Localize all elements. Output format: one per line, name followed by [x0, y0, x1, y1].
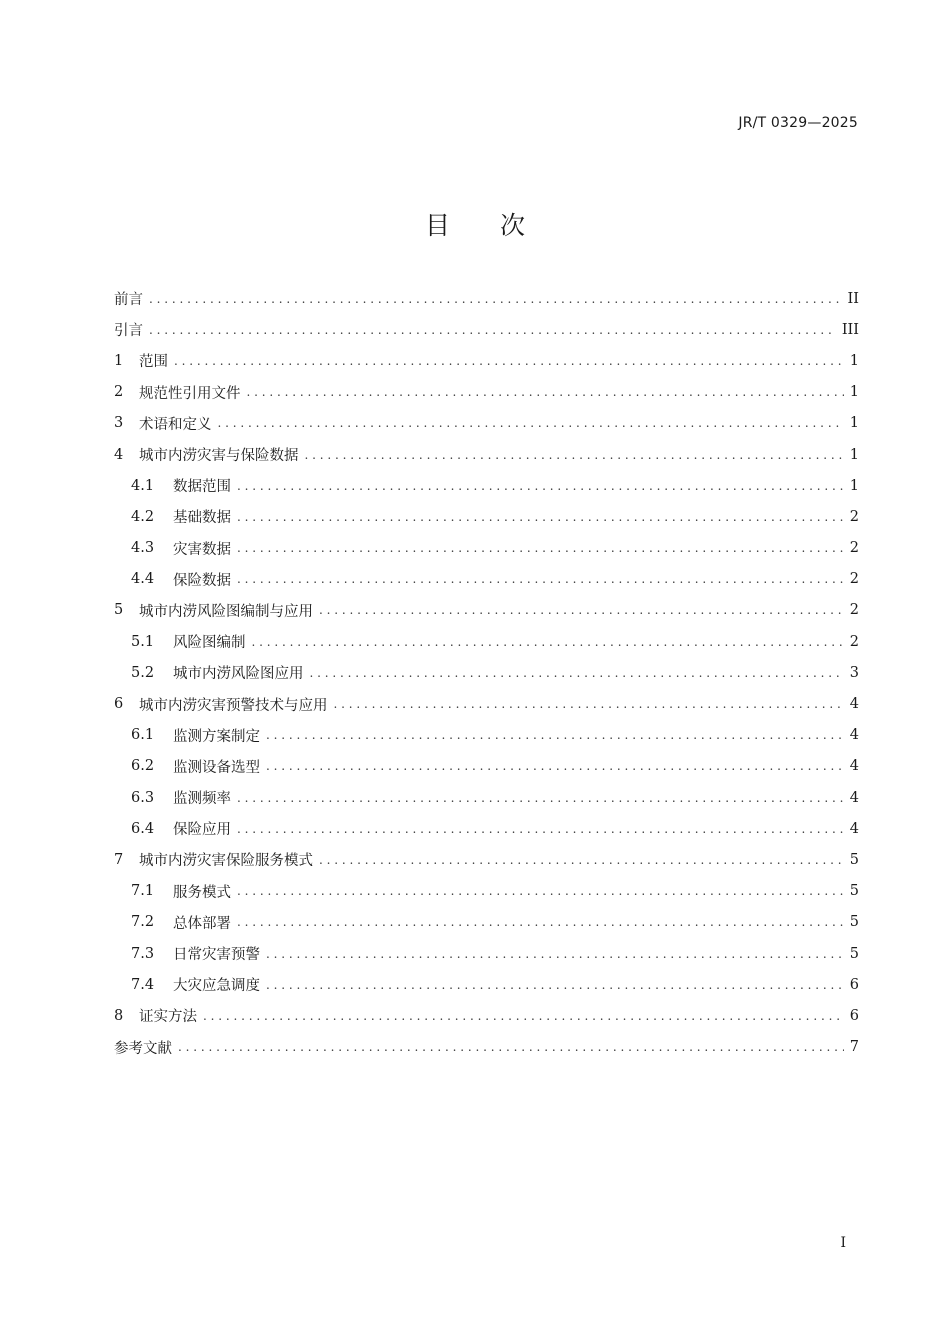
toc-leader-dots: [319, 853, 844, 867]
toc-entry[interactable]: [114, 626, 859, 657]
toc-leader-dots: [266, 728, 844, 742]
toc-leader-dots: [237, 541, 844, 555]
toc-entry-page: 6: [849, 1007, 859, 1024]
toc-leader-dots: [218, 416, 844, 430]
toc-entry-label: 日常灾害预警: [173, 947, 260, 964]
toc-entry[interactable]: [114, 595, 859, 626]
toc-entry-page: 6: [849, 976, 859, 993]
toc-leader-dots: [149, 292, 842, 306]
toc-entry[interactable]: [114, 501, 859, 532]
toc-entry-label: 前言: [114, 292, 143, 309]
toc-leader-dots: [237, 791, 844, 805]
toc-leader-dots: [266, 947, 844, 961]
toc-entry-page: 2: [849, 602, 859, 619]
toc-entry[interactable]: [114, 314, 859, 345]
toc-entry[interactable]: [114, 533, 859, 564]
toc-entry-page: 4: [849, 820, 859, 837]
toc-entry-page: 1: [849, 352, 859, 369]
toc-entry[interactable]: [114, 782, 859, 813]
toc-entry-page: 7: [849, 1039, 859, 1056]
toc-entry-page: 2: [849, 633, 859, 650]
table-of-contents: [114, 283, 859, 1063]
toc-entry[interactable]: [114, 813, 859, 844]
toc-leader-dots: [247, 385, 844, 399]
toc-entry-number: 5: [114, 602, 124, 619]
toc-entry-number: 2: [114, 384, 124, 401]
toc-entry-label: 总体部署: [173, 915, 231, 932]
toc-entry-label: 城市内涝灾害与保险数据: [139, 448, 299, 465]
toc-entry-number: 5.2: [131, 664, 155, 681]
toc-entry[interactable]: [114, 1032, 859, 1063]
toc-entry-number: 6.4: [131, 820, 155, 837]
toc-entry-number: 4.1: [131, 477, 155, 494]
toc-entry-number: 5.1: [131, 633, 155, 650]
toc-entry-page: 1: [849, 477, 859, 494]
toc-entry-label: 引言: [114, 323, 143, 340]
toc-entry-label: 范围: [139, 354, 168, 371]
toc-leader-dots: [178, 1040, 844, 1054]
toc-entry-page: 2: [849, 571, 859, 588]
toc-leader-dots: [237, 572, 844, 586]
toc-entry-page: 5: [849, 883, 859, 900]
toc-entry-page: 4: [849, 789, 859, 806]
toc-entry[interactable]: [114, 470, 859, 501]
toc-leader-dots: [334, 697, 844, 711]
toc-entry-number: 6: [114, 696, 124, 713]
toc-title: 目次: [424, 211, 575, 240]
toc-entry-label: 规范性引用文件: [139, 385, 241, 402]
toc-entry[interactable]: [114, 408, 859, 439]
toc-entry-page: 4: [849, 696, 859, 713]
toc-entry-number: 3: [114, 415, 124, 432]
toc-entry[interactable]: [114, 907, 859, 938]
toc-entry[interactable]: [114, 657, 859, 688]
toc-leader-dots: [237, 915, 844, 929]
toc-entry-number: 8: [114, 1007, 124, 1024]
toc-entry[interactable]: [114, 1000, 859, 1031]
toc-leader-dots: [203, 1009, 844, 1023]
page-number: I: [840, 1235, 846, 1251]
toc-entry-number: 6.2: [131, 758, 155, 775]
toc-entry-number: 7.2: [131, 914, 155, 931]
toc-entry-label: 服务模式: [173, 884, 231, 901]
toc-leader-dots: [237, 510, 844, 524]
toc-entry-label: 城市内涝风险图编制与应用: [139, 603, 313, 620]
toc-entry-number: 7.3: [131, 945, 155, 962]
toc-entry[interactable]: [114, 377, 859, 408]
toc-entry[interactable]: [114, 283, 859, 314]
toc-leader-dots: [237, 884, 844, 898]
toc-entry-label: 风险图编制: [173, 635, 246, 652]
toc-leader-dots: [237, 479, 844, 493]
toc-leader-dots: [319, 603, 844, 617]
toc-entry[interactable]: [114, 938, 859, 969]
toc-entry[interactable]: [114, 688, 859, 719]
toc-entry-number: 7.4: [131, 976, 155, 993]
toc-entry[interactable]: [114, 720, 859, 751]
toc-entry-label: 数据范围: [173, 479, 231, 496]
toc-entry-number: 7: [114, 851, 124, 868]
toc-entry-number: 4: [114, 446, 124, 463]
toc-entry-label: 城市内涝风险图应用: [173, 666, 304, 683]
toc-entry[interactable]: [114, 751, 859, 782]
toc-leader-dots: [310, 666, 844, 680]
toc-leader-dots: [266, 978, 844, 992]
toc-entry-page: 2: [849, 540, 859, 557]
toc-entry[interactable]: [114, 439, 859, 470]
toc-entry-page: III: [841, 321, 859, 338]
toc-entry-label: 灾害数据: [173, 541, 231, 558]
toc-entry-label: 证实方法: [139, 1009, 197, 1026]
toc-entry-page: 1: [849, 415, 859, 432]
toc-entry-label: 城市内涝灾害保险服务模式: [139, 853, 313, 870]
toc-entry-label: 保险数据: [173, 572, 231, 589]
toc-entry[interactable]: [114, 876, 859, 907]
toc-entry-label: 基础数据: [173, 510, 231, 527]
toc-entry-number: 4.4: [131, 571, 155, 588]
toc-entry-page: 3: [849, 664, 859, 681]
toc-entry-number: 4.2: [131, 508, 155, 525]
toc-leader-dots: [305, 448, 844, 462]
toc-entry-label: 大灾应急调度: [173, 978, 260, 995]
toc-entry-number: 6.3: [131, 789, 155, 806]
toc-entry-label: 参考文献: [114, 1040, 172, 1057]
toc-entry[interactable]: [114, 844, 859, 875]
toc-leader-dots: [149, 323, 836, 337]
toc-leader-dots: [266, 759, 844, 773]
toc-entry-page: 2: [849, 508, 859, 525]
toc-entry-page: 1: [849, 384, 859, 401]
toc-entry-page: 1: [849, 446, 859, 463]
toc-entry-page: 5: [849, 851, 859, 868]
toc-entry-number: 6.1: [131, 727, 155, 744]
toc-entry[interactable]: [114, 345, 859, 376]
toc-entry-number: 7.1: [131, 883, 155, 900]
toc-entry[interactable]: [114, 564, 859, 595]
toc-leader-dots: [237, 822, 844, 836]
toc-entry-page: 4: [849, 758, 859, 775]
toc-entry-number: 1: [114, 352, 124, 369]
toc-entry-label: 监测频率: [173, 791, 231, 808]
toc-entry[interactable]: [114, 969, 859, 1000]
toc-entry-label: 监测设备选型: [173, 759, 260, 776]
toc-entry-label: 保险应用: [173, 822, 231, 839]
toc-leader-dots: [252, 635, 844, 649]
toc-entry-page: 4: [849, 727, 859, 744]
toc-entry-label: 监测方案制定: [173, 728, 260, 745]
toc-entry-label: 术语和定义: [139, 416, 212, 433]
toc-entry-page: II: [847, 290, 859, 307]
toc-entry-number: 4.3: [131, 540, 155, 557]
document-code: JR/T 0329—2025: [738, 115, 858, 131]
toc-entry-page: 5: [849, 945, 859, 962]
toc-entry-label: 城市内涝灾害预警技术与应用: [139, 697, 328, 714]
toc-entry-page: 5: [849, 914, 859, 931]
toc-leader-dots: [174, 354, 844, 368]
